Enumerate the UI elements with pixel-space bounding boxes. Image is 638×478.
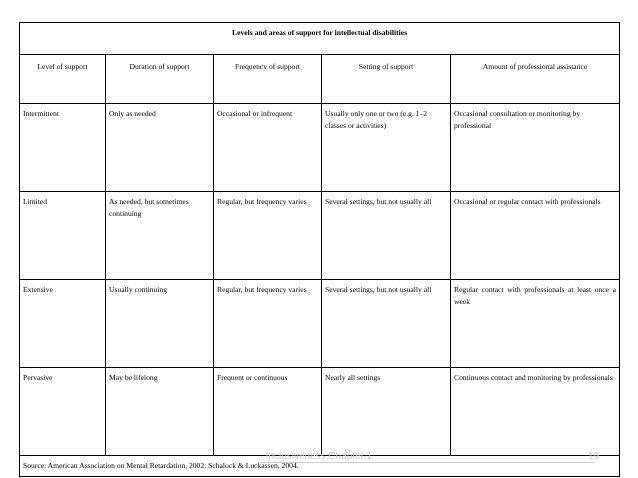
table-cell: Regular contact with professionals at least once a week — [451, 280, 620, 368]
table-cell: Occasional or regular contact with professionals — [451, 192, 620, 280]
table-cell: Extensive — [20, 280, 106, 368]
header-level-of-support: Level of support — [20, 55, 106, 104]
table-cell: Pervasive — [20, 368, 106, 456]
table-cell: Usually only one or two (e.g. 1–2 classes or activities) — [322, 104, 451, 192]
header-duration-of-support: Duration of support — [106, 55, 214, 104]
table-row-extensive — [20, 280, 620, 368]
page-number: 19 — [588, 451, 600, 462]
table-cell: Several settings, but not usually all — [322, 192, 451, 280]
footer-divider — [258, 462, 594, 463]
header-frequency-of-support: Frequency of support — [214, 55, 322, 104]
table-row-limited — [20, 192, 620, 280]
table-cell: Usually continuing — [106, 280, 214, 368]
table-cell: Frequent or continuous — [214, 368, 322, 456]
header-professional-assistance: Amount of professional assistance — [451, 55, 620, 104]
footer-chapter-label: Inclusiveness:Chapter 1 — [265, 451, 373, 462]
table-header-row — [20, 55, 620, 104]
table-cell: Several settings, but not usually all — [322, 280, 451, 368]
table-row-intermittent — [20, 104, 620, 192]
table-title-row — [20, 23, 620, 55]
table-cell: As needed, but sometimes continuing — [106, 192, 214, 280]
table-row-pervasive — [20, 368, 620, 456]
table-cell: Occasional or infrequent — [214, 104, 322, 192]
table-cell: Regular, but frequency varies — [214, 192, 322, 280]
table-cell: Occasional consultation or monitoring by professional — [451, 104, 620, 192]
table-source: Source: American Association on Mental Retardation, 2002: Schalock & Luckassen, 2004. — [20, 456, 620, 477]
table-title: Levels and areas of support for intellectual disabilities — [20, 23, 620, 55]
table-cell: Nearly all settings — [322, 368, 451, 456]
table-cell: Limited — [20, 192, 106, 280]
table-cell: Intermittent — [20, 104, 106, 192]
table-cell: May be lifelong — [106, 368, 214, 456]
table-cell: Regular, but frequency varies — [214, 280, 322, 368]
support-levels-table — [19, 22, 620, 477]
table-cell: Only as needed — [106, 104, 214, 192]
header-setting-of-support: Setting of support — [322, 55, 451, 104]
table-cell: Continuous contact and monitoring by professionals — [451, 368, 620, 456]
